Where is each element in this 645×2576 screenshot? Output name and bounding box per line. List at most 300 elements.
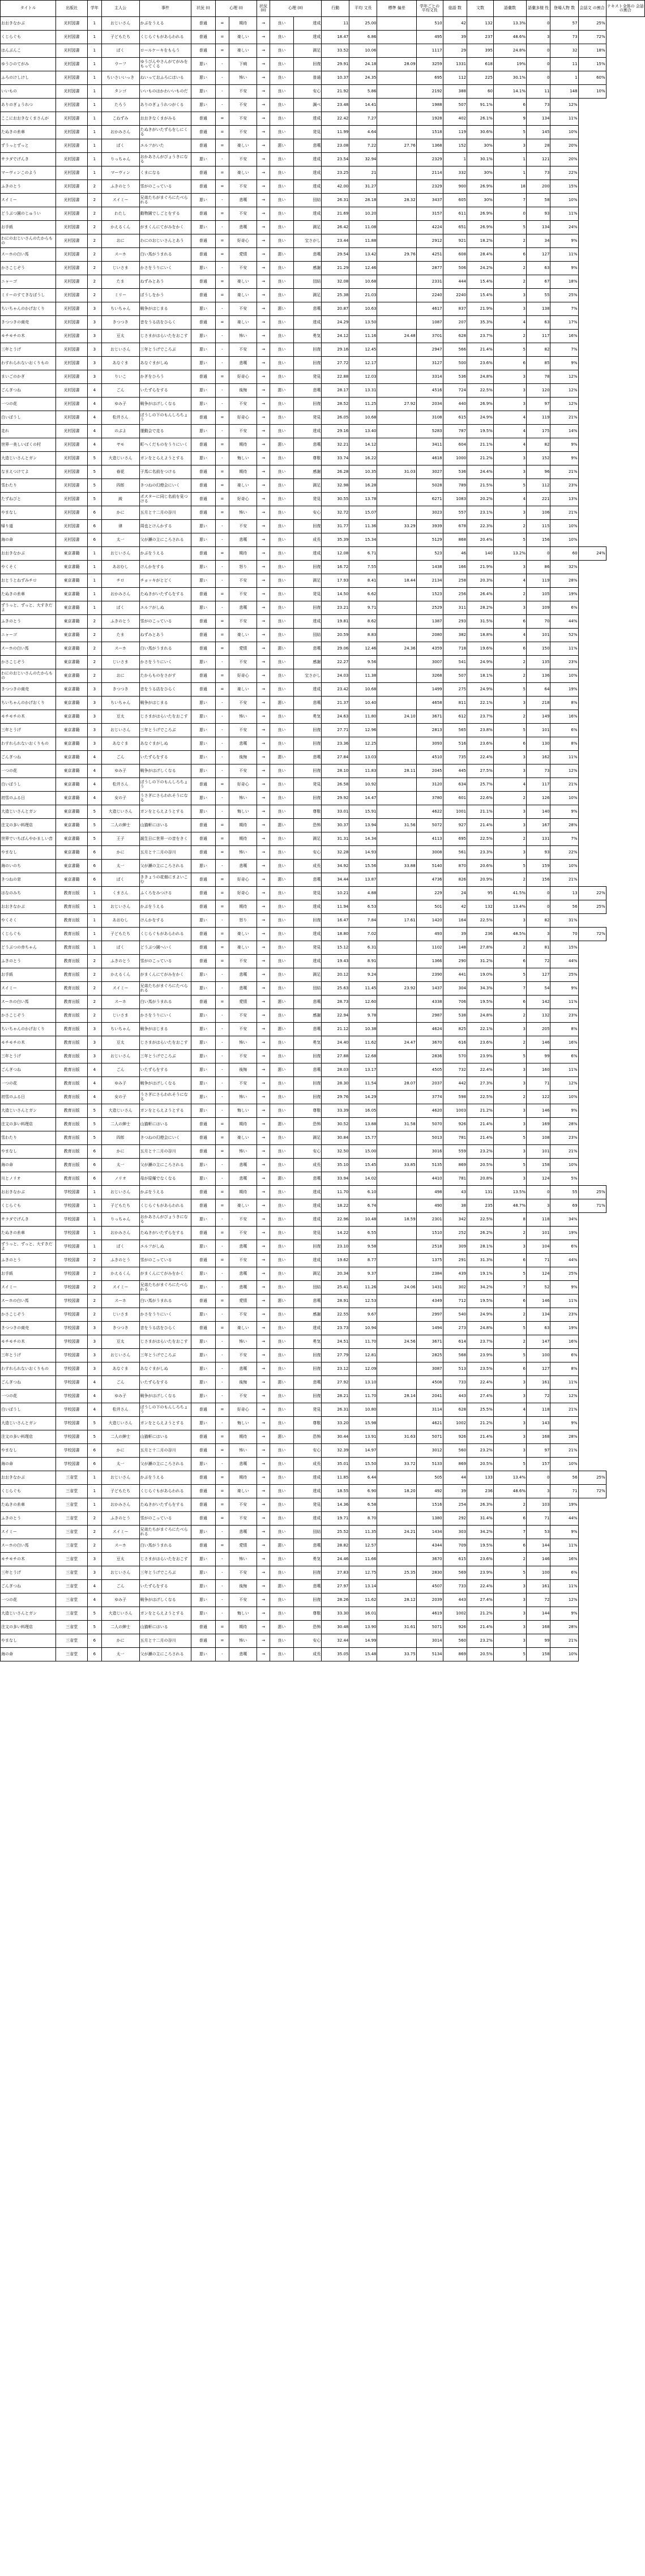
table-cell: 118 xyxy=(526,1213,550,1227)
table-cell: → xyxy=(257,248,270,262)
table-cell: 21.2% xyxy=(467,1607,494,1621)
table-cell: 24.06 xyxy=(377,1281,416,1295)
table-cell: 24.12 xyxy=(322,330,349,343)
table-cell: 168 xyxy=(526,1430,550,1444)
table-cell: 不安 xyxy=(229,398,257,411)
table-cell: 2 xyxy=(493,669,526,683)
table-cell: - xyxy=(215,1159,229,1172)
table-cell: 24% xyxy=(578,547,606,561)
table-cell: 悲嘆 xyxy=(229,357,257,370)
table-cell: 11.26 xyxy=(349,1281,377,1295)
table-cell: おおきなかぶ xyxy=(1,900,56,914)
table-cell xyxy=(377,126,416,139)
table-cell: 28.14 xyxy=(377,1390,416,1403)
table-cell: 119 xyxy=(526,574,550,588)
table-cell: 3087 xyxy=(416,1362,443,1376)
table-cell: ふきのとう xyxy=(1,180,56,194)
table-cell: 東京書籍 xyxy=(56,832,88,846)
table-cell: ねいっておふろにはいる xyxy=(139,71,191,85)
table-cell: 8.41 xyxy=(349,574,377,588)
table-cell: = xyxy=(215,1118,229,1131)
table-cell: ミリーのすてきなぼうし xyxy=(1,289,56,302)
table-cell: 614 xyxy=(443,1335,467,1349)
table-cell xyxy=(377,669,416,683)
table-cell: 10% xyxy=(578,85,606,99)
table-cell: - xyxy=(215,398,229,411)
table-cell: 24.56 xyxy=(377,1335,416,1349)
table-cell: おかみさん xyxy=(101,1498,139,1512)
table-cell: 25.35 xyxy=(377,1566,416,1580)
table-cell: 悪い xyxy=(191,85,215,99)
table-cell: 443 xyxy=(443,1390,467,1403)
table-cell: 学校図書 xyxy=(56,1458,88,1471)
table-cell: - xyxy=(215,1023,229,1036)
table-cell: 71 xyxy=(526,1254,550,1267)
table-cell: 悪い xyxy=(270,1580,293,1594)
table-cell: → xyxy=(257,1594,270,1607)
table-cell: = xyxy=(215,1539,229,1553)
table-cell: 9% xyxy=(550,1104,578,1118)
table-cell: じさまがはらいたをおこす xyxy=(139,1335,191,1349)
table-cell: - xyxy=(215,601,229,615)
table-cell: おじいさん xyxy=(101,343,139,357)
table-cell: 3780 xyxy=(416,792,443,805)
table-cell: 達成 xyxy=(294,1213,322,1227)
table-cell: 10.21 xyxy=(322,887,349,900)
table-cell: 悲嘆 xyxy=(294,139,322,153)
table-cell: 22.88 xyxy=(322,370,349,384)
table-cell: 156 xyxy=(526,873,550,887)
table-cell: 3027 xyxy=(416,465,443,479)
table-cell: 21.9% xyxy=(467,302,494,316)
table-cell: 24.03 xyxy=(322,669,349,683)
table-cell: 良い xyxy=(270,1159,293,1172)
table-cell: 悔しい xyxy=(229,1104,257,1118)
table-cell: 恐怖 xyxy=(294,1621,322,1634)
table-row xyxy=(1,425,645,438)
table-cell: 73 xyxy=(526,166,550,180)
table-cell: 悪い xyxy=(270,751,293,764)
table-row xyxy=(1,1172,645,1186)
table-cell: = xyxy=(215,615,229,629)
table-cell: 2 xyxy=(493,520,526,533)
table-cell: 東京書籍 xyxy=(56,697,88,710)
table-cell: 二人の紳士 xyxy=(101,819,139,832)
table-cell: 良い xyxy=(270,1267,293,1281)
table-cell: 尊敬 xyxy=(294,1607,322,1621)
table-cell: 5072 xyxy=(416,819,443,832)
table-cell: 560 xyxy=(443,1444,467,1458)
table-cell: のぶよ xyxy=(101,425,139,438)
table-cell: 1002 xyxy=(443,1417,467,1430)
table-cell: ごん xyxy=(101,384,139,398)
table-cell: 5 xyxy=(493,533,526,547)
table-cell: 4410 xyxy=(416,1172,443,1186)
table-cell: 9.24 xyxy=(349,968,377,982)
table-cell: 2 xyxy=(88,955,102,968)
table-cell: 493 xyxy=(416,928,443,941)
table-cell: わたし xyxy=(101,207,139,221)
table-cell: 光村図書 xyxy=(56,153,88,166)
table-cell: 789 xyxy=(443,479,467,493)
table-cell: 101 xyxy=(526,724,550,737)
table-cell: 1 xyxy=(88,887,102,900)
table-cell: 23.1% xyxy=(467,506,494,520)
table-cell: 1 xyxy=(88,58,102,71)
table-cell xyxy=(377,207,416,221)
table-cell: → xyxy=(257,1118,270,1131)
table-cell: 東京書籍 xyxy=(56,615,88,629)
table-cell: 3701 xyxy=(416,330,443,343)
table-cell: ロールケーキをもらう xyxy=(139,44,191,58)
table-cell: 27.83 xyxy=(322,1566,349,1580)
table-cell: - xyxy=(215,153,229,166)
table-cell: 成長 xyxy=(294,860,322,873)
table-cell: 学校図書 xyxy=(56,1199,88,1213)
table-cell: スーホの白い馬 xyxy=(1,642,56,656)
table-cell: 3023 xyxy=(416,506,443,520)
table-cell: 良い xyxy=(270,1512,293,1526)
table-cell: なまえつけてよ xyxy=(1,465,56,479)
table-cell: おかあさんがびょうきになる xyxy=(139,153,191,166)
table-row xyxy=(1,275,645,289)
table-cell: 273 xyxy=(443,1322,467,1335)
table-cell: 78 xyxy=(526,370,550,384)
table-cell: モチモチの木 xyxy=(1,1036,56,1050)
table-cell: 56 xyxy=(550,900,578,914)
table-row xyxy=(1,996,645,1009)
table-cell: 教育出版 xyxy=(56,1104,88,1118)
table-cell: → xyxy=(257,982,270,996)
table-cell: 良い xyxy=(270,805,293,819)
table-cell: 32 xyxy=(550,44,578,58)
table-cell: けんかをする xyxy=(139,914,191,928)
table-cell: 達成 xyxy=(294,1512,322,1526)
table-cell: 不安 xyxy=(229,1227,257,1240)
table-cell: 24.9% xyxy=(467,411,494,425)
table-cell: あなぐまがしぬ xyxy=(139,737,191,751)
table-cell: → xyxy=(257,1159,270,1172)
table-cell: 発見 xyxy=(294,1403,322,1417)
table-cell: 23.2% xyxy=(467,1145,494,1159)
table-row xyxy=(1,465,645,479)
table-cell: - xyxy=(215,58,229,71)
table-cell: 127 xyxy=(526,968,550,982)
table-cell: 9% xyxy=(550,438,578,452)
table-cell: 回復 xyxy=(294,1091,322,1104)
table-cell: 122 xyxy=(526,1091,550,1104)
table-cell: 28.2% xyxy=(467,601,494,615)
table-cell: 11% xyxy=(550,1539,578,1553)
table-cell: 1 xyxy=(88,1485,102,1498)
table-row xyxy=(1,819,645,832)
table-cell: やまなし xyxy=(1,506,56,520)
table-cell: 1 xyxy=(88,1240,102,1254)
table-cell: 1000 xyxy=(443,452,467,465)
table-cell: 10% xyxy=(550,1458,578,1471)
table-row xyxy=(1,207,645,221)
table-cell: 136 xyxy=(526,669,550,683)
table-cell: 3 xyxy=(493,1430,526,1444)
table-cell: 48.6% xyxy=(493,1485,526,1498)
table-cell: 悪い xyxy=(270,248,293,262)
table-cell: ごん xyxy=(101,1063,139,1077)
table-cell: 三省堂 xyxy=(56,1471,88,1485)
table-cell: 27.4% xyxy=(467,1594,494,1607)
table-cell: おじいさん xyxy=(101,1471,139,1485)
table-cell: 良い xyxy=(270,44,293,58)
table-cell: 3 xyxy=(493,1240,526,1254)
table-cell: 22.6% xyxy=(467,792,494,805)
table-cell: 2 xyxy=(88,1308,102,1322)
table-cell: 143 xyxy=(526,1417,550,1430)
table-cell: → xyxy=(257,520,270,533)
table-cell: 2 xyxy=(88,642,102,656)
table-cell xyxy=(377,1104,416,1118)
table-cell: 悪い xyxy=(191,1526,215,1539)
table-cell: 21.12 xyxy=(322,1023,349,1036)
table-cell: 254 xyxy=(443,1498,467,1512)
table-cell: 回復 xyxy=(294,343,322,357)
table-cell: 5 xyxy=(88,465,102,479)
table-cell: 3 xyxy=(526,928,550,941)
table-cell: 33.74 xyxy=(322,452,349,465)
table-cell: 24.9% xyxy=(467,1308,494,1322)
table-cell: 2987 xyxy=(416,1009,443,1023)
table-cell: 4619 xyxy=(416,1607,443,1621)
table-cell: 2390 xyxy=(416,968,443,982)
table-cell: 楽しい xyxy=(229,1322,257,1335)
table-cell: 3114 xyxy=(416,1403,443,1417)
table-cell: 好奇心 xyxy=(229,370,257,384)
table-cell: → xyxy=(257,601,270,615)
table-row xyxy=(1,1498,645,1512)
table-cell: 悪い xyxy=(191,1023,215,1036)
table-cell: → xyxy=(257,1227,270,1240)
table-cell: → xyxy=(257,642,270,656)
table-cell: → xyxy=(257,1213,270,1227)
table-cell: 158 xyxy=(526,1159,550,1172)
table-row xyxy=(1,1308,645,1322)
table-cell: = xyxy=(215,207,229,221)
table-cell: 勇気 xyxy=(294,1335,322,1349)
table-cell: 良い xyxy=(270,1566,293,1580)
table-cell: お手紙 xyxy=(1,968,56,982)
table-cell: おかみさん xyxy=(101,588,139,601)
table-cell: 三年とうげでころぶ xyxy=(139,724,191,737)
table-cell: 54 xyxy=(526,982,550,996)
table-cell: 10.68 xyxy=(349,683,377,697)
table-row xyxy=(1,234,645,248)
table-row xyxy=(1,1362,645,1376)
table-cell xyxy=(377,425,416,438)
table-cell xyxy=(377,805,416,819)
table-cell: 9% xyxy=(550,262,578,275)
table-cell: 490 xyxy=(416,1199,443,1213)
table-cell: ふきのとう xyxy=(101,615,139,629)
table-cell: 536 xyxy=(443,465,467,479)
table-cell: 6.31 xyxy=(349,941,377,955)
table-cell: 子どもたち xyxy=(101,31,139,44)
table-cell: → xyxy=(257,873,270,887)
table-cell: おに xyxy=(101,234,139,248)
table-cell: 9% xyxy=(550,982,578,996)
table-cell: 3 xyxy=(493,1172,526,1186)
table-cell: 23.7% xyxy=(467,710,494,724)
table-cell: → xyxy=(257,1322,270,1335)
table-cell: 普通 xyxy=(191,832,215,846)
table-cell: 3 xyxy=(88,1023,102,1036)
table-cell: 23.7% xyxy=(467,330,494,343)
table-cell: 悪い xyxy=(270,819,293,832)
table-cell: 悔しい xyxy=(229,1417,257,1430)
table-cell: 良い xyxy=(270,425,293,438)
table-cell: 14.41 xyxy=(349,99,377,112)
table-cell: 10% xyxy=(550,533,578,547)
table-cell: 4505 xyxy=(416,1063,443,1077)
table-cell: - xyxy=(215,1077,229,1091)
table-cell: かぎをひろう xyxy=(139,370,191,384)
table-cell: - xyxy=(215,1580,229,1594)
table-cell: 教育出版 xyxy=(56,914,88,928)
table-cell: 1 xyxy=(88,561,102,574)
table-cell xyxy=(377,234,416,248)
table-cell: 音をうる店をひらく xyxy=(139,683,191,697)
table-cell: 6 xyxy=(88,1634,102,1648)
table-cell: 女の子 xyxy=(101,792,139,805)
table-cell: 13.4% xyxy=(493,900,526,914)
table-cell: = xyxy=(215,166,229,180)
table-cell: 2 xyxy=(88,1526,102,1539)
table-cell: 三年とうげ xyxy=(1,1050,56,1063)
table-cell: 93 xyxy=(526,846,550,860)
table-cell: 良い xyxy=(270,669,293,683)
table-cell: 11% xyxy=(550,1295,578,1308)
table-cell: お手紙 xyxy=(1,1267,56,1281)
table-cell: 良い xyxy=(270,357,293,370)
table-cell: 33.75 xyxy=(377,1648,416,1661)
table-cell: かぶをうえる xyxy=(139,547,191,561)
table-cell: = xyxy=(215,506,229,520)
table-row xyxy=(1,968,645,982)
table-cell: かえるくん xyxy=(101,1267,139,1281)
table-cell: → xyxy=(257,996,270,1009)
table-cell xyxy=(377,71,416,85)
table-cell: 25.7% xyxy=(467,778,494,792)
table-cell: 82 xyxy=(526,343,550,357)
table-cell xyxy=(377,1131,416,1145)
table-cell: 22.1% xyxy=(467,1023,494,1036)
table-cell: 4113 xyxy=(416,832,443,846)
table-cell: 16.01 xyxy=(349,1607,377,1621)
table-cell: あおむし xyxy=(101,914,139,928)
table-cell: 悪い xyxy=(191,656,215,669)
table-cell: ごん xyxy=(101,751,139,764)
table-cell: 13.14 xyxy=(349,1580,377,1594)
table-cell: 悲嘆 xyxy=(229,1267,257,1281)
table-cell: くじらぐもがあらわれる xyxy=(139,1199,191,1213)
table-cell: おじいさん xyxy=(101,724,139,737)
table-cell: 学校図書 xyxy=(56,1281,88,1295)
table-cell: 28.26 xyxy=(322,1594,349,1607)
table-cell: スイミー xyxy=(101,1526,139,1539)
table-cell: 学校図書 xyxy=(56,1349,88,1362)
table-cell: 11% xyxy=(550,207,578,221)
table-cell xyxy=(377,724,416,737)
table-cell: 26.31 xyxy=(322,194,349,207)
table-cell: 11.80 xyxy=(349,710,377,724)
table-cell: 5 xyxy=(88,1118,102,1131)
table-cell: 311 xyxy=(443,601,467,615)
table-cell: 0 xyxy=(526,17,550,31)
table-cell: 566 xyxy=(443,343,467,357)
table-cell: おとうとねずみチロ xyxy=(1,574,56,588)
table-cell: 16% xyxy=(550,330,578,343)
table-cell: ガンをとらえようとする xyxy=(139,1417,191,1430)
table-cell: 309 xyxy=(443,1240,467,1254)
table-cell xyxy=(377,1063,416,1077)
table-cell xyxy=(377,221,416,234)
table-cell: 12.68 xyxy=(349,1050,377,1063)
table-cell: 5.86 xyxy=(349,85,377,99)
table-cell: 24.51 xyxy=(322,1335,349,1349)
table-cell: 11.94 xyxy=(322,900,349,914)
table-cell: 8% xyxy=(550,1362,578,1376)
table-cell: 1 xyxy=(88,1471,102,1485)
table-cell: - xyxy=(215,1308,229,1322)
table-cell: 20.12 xyxy=(322,968,349,982)
table-cell: 3012 xyxy=(416,1444,443,1458)
table-cell: 雪わたり xyxy=(1,1131,56,1145)
table-cell: 3 xyxy=(493,805,526,819)
table-cell: くじらぐもがあらわれる xyxy=(139,1485,191,1498)
table-cell: 2830 xyxy=(416,1566,443,1580)
table-cell: → xyxy=(257,1131,270,1145)
table-cell: かさこじぞう xyxy=(1,1009,56,1023)
table-cell: 628 xyxy=(443,1403,467,1417)
table-cell: 95 xyxy=(467,887,494,900)
table-cell: 白い馬がうまれる xyxy=(139,996,191,1009)
table-cell xyxy=(377,778,416,792)
table-cell: 学校図書 xyxy=(56,1335,88,1349)
table-cell: 普通 xyxy=(191,819,215,832)
table-cell: 19% xyxy=(493,58,526,71)
table-cell: 598 xyxy=(443,1091,467,1104)
table-cell xyxy=(377,384,416,398)
table-cell: 楽しい xyxy=(229,316,257,330)
table-cell: 21.2% xyxy=(467,1104,494,1118)
table-cell: 27.71 xyxy=(322,724,349,737)
table-cell: ありのぎょうれつ xyxy=(1,99,56,112)
table-cell: 2080 xyxy=(416,629,443,642)
table-cell: 23.73 xyxy=(322,1322,349,1335)
table-cell: 白いぼうし xyxy=(1,1403,56,1417)
table-cell: 東京書籍 xyxy=(56,561,88,574)
table-cell: 24.9% xyxy=(467,656,494,669)
table-cell: 5 xyxy=(88,819,102,832)
table-cell: 27.79 xyxy=(322,1349,349,1362)
table-cell: 117 xyxy=(526,330,550,343)
table-cell: 1003 xyxy=(443,1104,467,1118)
table-cell: 3127 xyxy=(416,357,443,370)
table-cell: たぬきの糸車 xyxy=(1,1498,56,1512)
table-row xyxy=(1,411,645,425)
table-cell: 光村図書 xyxy=(56,425,88,438)
table-cell: 三省堂 xyxy=(56,1580,88,1594)
table-row xyxy=(1,221,645,234)
table-cell: 2 xyxy=(88,194,102,207)
table-row xyxy=(1,1471,645,1485)
